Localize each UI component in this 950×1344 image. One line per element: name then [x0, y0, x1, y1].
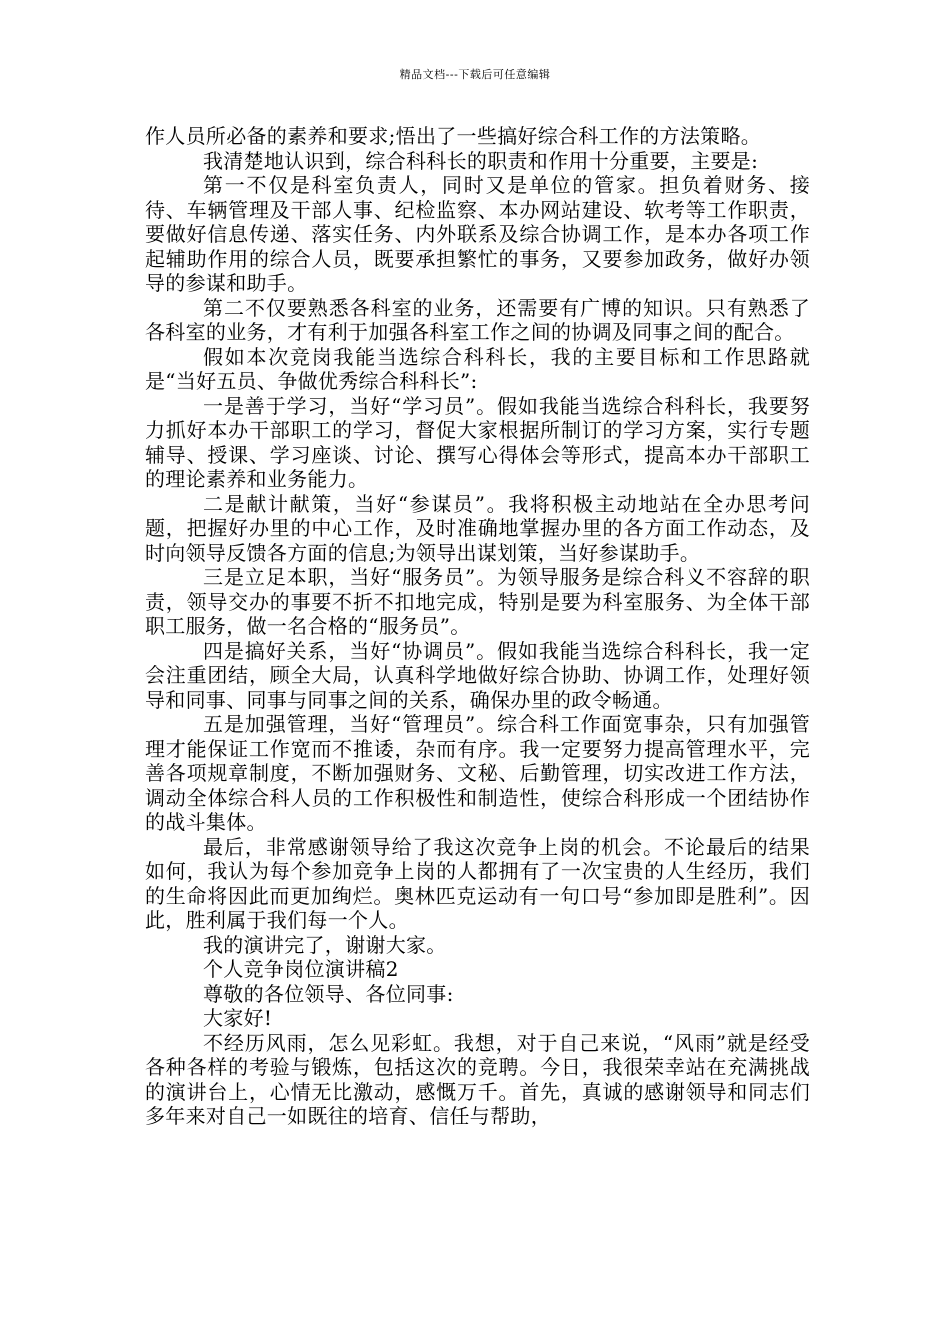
paragraph: 个人竞争岗位演讲稿2: [203, 957, 399, 981]
paragraph: 不经历风雨，怎么见彩虹。我想，对于自己来说，“风雨”就是经受各种各样的考验与锻炼，包括这次的竞聘。今日，我很荣幸站在充满挑战的演讲台上，心情无比激动，感慨万千。首先，真诚的感谢领导和同志们多年来对自己一如既往的培育、信任与帮助，: [145, 1030, 810, 1128]
document-body: [145, 124, 810, 1129]
paragraph: 五是加强管理，当好“管理员”。综合科工作面宽事杂，只有加强管理才能保证工作宽而不推诿，杂而有序。我一定要努力提高管理水平，完善各项规章制度，不断加强财务、文秘、后勤管理，切实改进工作方法，调动全体综合科人员的工作积极性和制造性，使综合科形成一个团结协作的战斗集体。: [145, 712, 810, 834]
paragraph: 二是献计献策，当好“参谋员”。我将积极主动地站在全办思考问题，把握好办里的中心工作，及时准确地掌握办里的各方面工作动态，及时向领导反馈各方面的信息;为领导出谋划策，当好参谋助手。: [145, 491, 810, 565]
paragraph: 第二不仅要熟悉各科室的业务，还需要有广博的知识。只有熟悉了各科室的业务，才有利于加强各科室工作之间的协调及同事之间的配合。: [145, 295, 810, 344]
paragraph: 第一不仅是科室负责人，同时又是单位的管家。担负着财务、接待、车辆管理及干部人事、纪检监察、本办网站建设、软考等工作职责，要做好信息传递、落实任务、内外联系及综合协调工作，是本办各项工作起辅助作用的综合人员，既要承担繁忙的事务，又要参加政务，做好办领导的参谋和助手。: [145, 173, 810, 295]
paragraph: 大家好!: [203, 1006, 273, 1030]
paragraph: 三是立足本职，当好“服务员”。为领导服务是综合科义不容辞的职责，领导交办的事要不折不扣地完成，特别是要为科室服务、为全体干部职工服务，做一名合格的“服务员”。: [145, 565, 810, 638]
paragraph: 假如本次竞岗我能当选综合科科长，我的主要目标和工作思路就是“当好五员、争做优秀综合科科长”:: [145, 344, 810, 393]
paragraph: 四是搞好关系，当好“协调员”。假如我能当选综合科科长，我一定会注重团结，顾全大局，认真科学地做好综合协助、协调工作，处理好领导和同事、同事与同事之间的关系，确保办里的政令畅通。: [145, 638, 810, 712]
page-header: 精品文档---下载后可任意编辑: [399, 68, 551, 81]
paragraph: 尊敬的各位领导、各位同事:: [203, 981, 454, 1006]
paragraph: 我清楚地认识到，综合科科长的职责和作用十分重要，主要是:: [203, 148, 759, 173]
paragraph: 一是善于学习，当好“学习员”。假如我能当选综合科科长，我要努力抓好本办干部职工的学习，督促大家根据所制订的学习方案，实行专题辅导、授课、学习座谈、讨论、撰写心得体会等形式，提高本办干部职工的理论素养和业务能力。: [145, 393, 810, 491]
paragraph: 我的演讲完了，谢谢大家。: [203, 932, 447, 957]
paragraph: 作人员所必备的素养和要求;悟出了一些搞好综合科工作的方法策略。: [145, 124, 762, 148]
paragraph: 最后，非常感谢领导给了我这次竞争上岗的机会。不论最后的结果如何，我认为每个参加竞争上岗的人都拥有了一次宝贵的人生经历，我们的生命将因此而更加绚烂。奥林匹克运动有一句口号“参加即是胜利”。因此，胜利属于我们每一个人。: [145, 834, 810, 932]
